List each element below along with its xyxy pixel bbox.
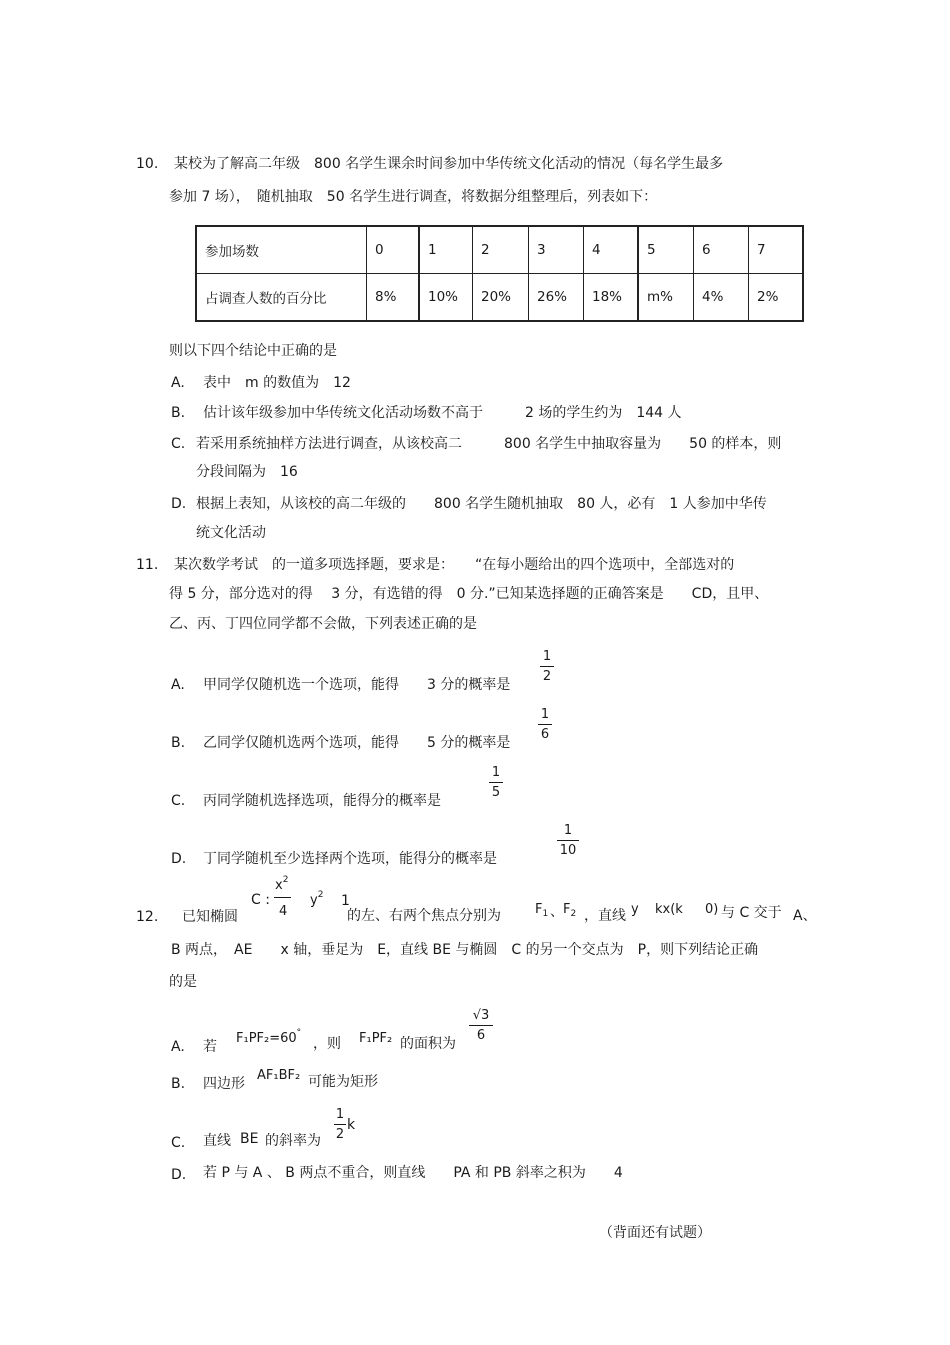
table-cell: 4 (584, 226, 639, 274)
q11-option-b-label: B. (171, 735, 186, 751)
q12-option-d-label: D. (171, 1167, 187, 1183)
q12-degree: ° (296, 1028, 302, 1038)
q12-option-a-angle (236, 1028, 302, 1046)
q11-option-c-label: C. (171, 793, 186, 809)
q10-option-a-label: A. (171, 375, 185, 391)
table-cell: 8% (367, 274, 420, 322)
q12-mid2: ，直线 (584, 908, 626, 924)
q12-ellipse-label: C : (251, 892, 270, 908)
q10-option-d-line2: 统文化活动 (196, 525, 266, 541)
fraction-bar (540, 666, 554, 667)
q12-ellipse-one: 1 (341, 893, 350, 909)
q11-option-a-fraction (540, 650, 554, 683)
table-cell: 3 (529, 226, 584, 274)
q12-stem-line2: B 两点， AE x 轴，垂足为 E，直线 BE 与椭圆 C 的另一个交点为 P，则下列结论正确 (171, 942, 759, 958)
q12-option-c-k: k (347, 1117, 356, 1133)
q12-y-exponent: 2 (317, 890, 324, 900)
q10-prompt: 则以下四个结论中正确的是 (169, 343, 337, 359)
table-cell: 1 (419, 226, 473, 274)
q11-option-d: 丁同学随机至少选择两个选项，能得分的概率是 (203, 851, 497, 867)
q11-stem-line1: 某次数学考试 的一道多项选择题，要求是： “在每小题给出的四个选项中，全部选对的 (174, 557, 735, 573)
fraction-numerator: √3 (472, 1008, 490, 1023)
q10-number: 10. (136, 156, 159, 172)
q12-f1-letter: F (535, 902, 543, 917)
fraction-bar (469, 1025, 493, 1026)
q12-option-b-text2: 可能为矩形 (308, 1074, 378, 1090)
q12-line-y: y (631, 902, 639, 917)
q12-option-b-text1: 四边形 (203, 1076, 245, 1092)
q12-stem-line3: 的是 (169, 974, 197, 990)
q12-line-zero: 0) (705, 902, 719, 917)
q12-angle-expr: F₁PF₂=60 (236, 1031, 297, 1046)
q10-stem-line1: 某校为了解高二年级 800 名学生课余时间参加中华传统文化活动的情况（每名学生最多 (174, 156, 724, 172)
table-cell: m% (638, 274, 694, 322)
table-row (196, 226, 803, 274)
q11-option-b: 乙同学仅随机选两个选项，能得 5 分的概率是 (203, 735, 511, 751)
table-cell: 20% (473, 274, 529, 322)
q12-mid1: 的左、右两个焦点分别为 (347, 908, 501, 924)
q11-option-c: 丙同学随机选择选项，能得分的概率是 (203, 793, 441, 809)
q11-option-a: 甲同学仅随机选一个选项，能得 3 分的概率是 (203, 677, 511, 693)
q12-option-a-label: A. (171, 1039, 185, 1055)
q10-option-c-line2: 分段间隔为 16 (196, 464, 298, 480)
q12-option-a-triangle: F₁PF₂ (359, 1031, 393, 1046)
q12-option-a-then: ，则 (313, 1036, 341, 1052)
q10-option-a: 表中 m 的数值为 12 (203, 375, 351, 391)
q12-option-c-fraction (334, 1108, 346, 1141)
fraction-numerator: 1 (335, 1107, 345, 1122)
q12-line-kx: kx(k (655, 902, 683, 917)
q12-option-d: 若 P 与 A 、 B 两点不重合，则直线 PA 和 PB 斜率之积为 4 (203, 1165, 623, 1181)
q12-x-exponent: 2 (282, 875, 289, 885)
q12-option-c-be: BE (240, 1131, 259, 1147)
table-cell: 参加场数 (196, 226, 367, 274)
q12-f1-sub: 1 (542, 909, 549, 919)
table-cell: 10% (419, 274, 473, 322)
table-cell: 7 (749, 226, 804, 274)
q12-option-a-area: 的面积为 (400, 1036, 456, 1052)
fraction-numerator: 1 (542, 649, 552, 664)
q11-option-d-fraction (557, 824, 579, 857)
q12-mid3: 与 C 交于 (721, 905, 782, 921)
table-cell: 占调查人数的百分比 (196, 274, 367, 322)
q11-option-c-fraction (489, 766, 503, 799)
q10-option-c-label: C. (171, 436, 186, 452)
fraction-denominator: 6 (476, 1028, 486, 1043)
q12-intro: 已知椭圆 (182, 909, 238, 925)
q12-focus-f1 (535, 902, 549, 919)
table-cell: 4% (694, 274, 749, 322)
table-row (196, 274, 803, 322)
q12-y-var: y (310, 893, 318, 908)
q10-option-c-line1: 若采用系统抽样方法进行调查，从该校高二 800 名学生中抽取容量为 50 的样本，则 (196, 436, 782, 452)
q10-option-d-label: D. (171, 496, 187, 512)
q11-option-b-fraction (538, 708, 552, 741)
q10-stem-line2: 参加 7 场）， 随机抽取 50 名学生进行调查，将数据分组整理后，列表如下： (169, 189, 658, 205)
q12-ellipse-y (310, 890, 324, 908)
q12-option-b-label: B. (171, 1076, 186, 1092)
fraction-bar (489, 782, 503, 783)
q10-option-b: 估计该年级参加中华传统文化活动场数不高于 2 场的学生约为 144 人 (203, 405, 682, 421)
q12-a-end: A、 (793, 908, 817, 924)
table-cell: 18% (584, 274, 639, 322)
fraction-numerator: 1 (563, 823, 573, 838)
fraction-numerator: 1 (491, 765, 501, 780)
q11-option-d-label: D. (171, 851, 187, 867)
fraction-denominator: 10 (559, 843, 577, 858)
fraction-bar (557, 840, 579, 841)
q12-number: 12. (136, 909, 159, 925)
q12-option-c-text1: 直线 (203, 1133, 231, 1149)
fraction-denominator: 6 (540, 727, 550, 742)
q12-f2-sub: 2 (570, 909, 577, 919)
q10-option-b-label: B. (171, 405, 186, 421)
q11-stem-line2: 得 5 分，部分选对的得 3 分，有选错的得 0 分.”已知某选择题的正确答案是 CD，且甲、 (169, 586, 769, 602)
table-cell: 0 (367, 226, 420, 274)
q12-f2-letter: F (563, 902, 571, 917)
q12-ellipse-x (275, 875, 289, 893)
q12-option-b-quad: AF₁BF₂ (257, 1068, 301, 1083)
q12-focus-sep: 、 (550, 904, 564, 920)
q11-number: 11. (136, 557, 159, 573)
table-cell: 6 (694, 226, 749, 274)
q12-option-a-if: 若 (203, 1039, 217, 1055)
q10-data-table (195, 225, 804, 322)
q12-focus-f2 (563, 902, 577, 919)
q12-option-c-text2: 的斜率为 (265, 1133, 321, 1149)
table-cell: 5 (638, 226, 694, 274)
q10-option-d-line1: 根据上表知，从该校的高二年级的 800 名学生随机抽取 80 人，必有 1 人参加中华传 (196, 496, 767, 512)
fraction-numerator: 1 (540, 707, 550, 722)
q12-ellipse-denominator: 4 (279, 904, 288, 919)
q11-stem-line3: 乙、丙、丁四位同学都不会做，下列表述正确的是 (169, 616, 477, 632)
table-cell: 26% (529, 274, 584, 322)
q12-option-a-fraction (469, 1009, 493, 1042)
q12-x-var: x (275, 878, 283, 893)
table-cell: 2 (473, 226, 529, 274)
fraction-bar (334, 1124, 346, 1125)
q12-option-c-label: C. (171, 1135, 186, 1151)
fraction-denominator: 2 (335, 1127, 345, 1142)
q11-option-a-label: A. (171, 677, 185, 693)
fraction-bar (538, 724, 552, 725)
fraction-denominator: 2 (542, 669, 552, 684)
page-footer-note: （背面还有试题） (599, 1225, 711, 1241)
fraction-denominator: 5 (491, 785, 501, 800)
table-cell: 2% (749, 274, 804, 322)
q12-ellipse-bar (274, 897, 291, 898)
